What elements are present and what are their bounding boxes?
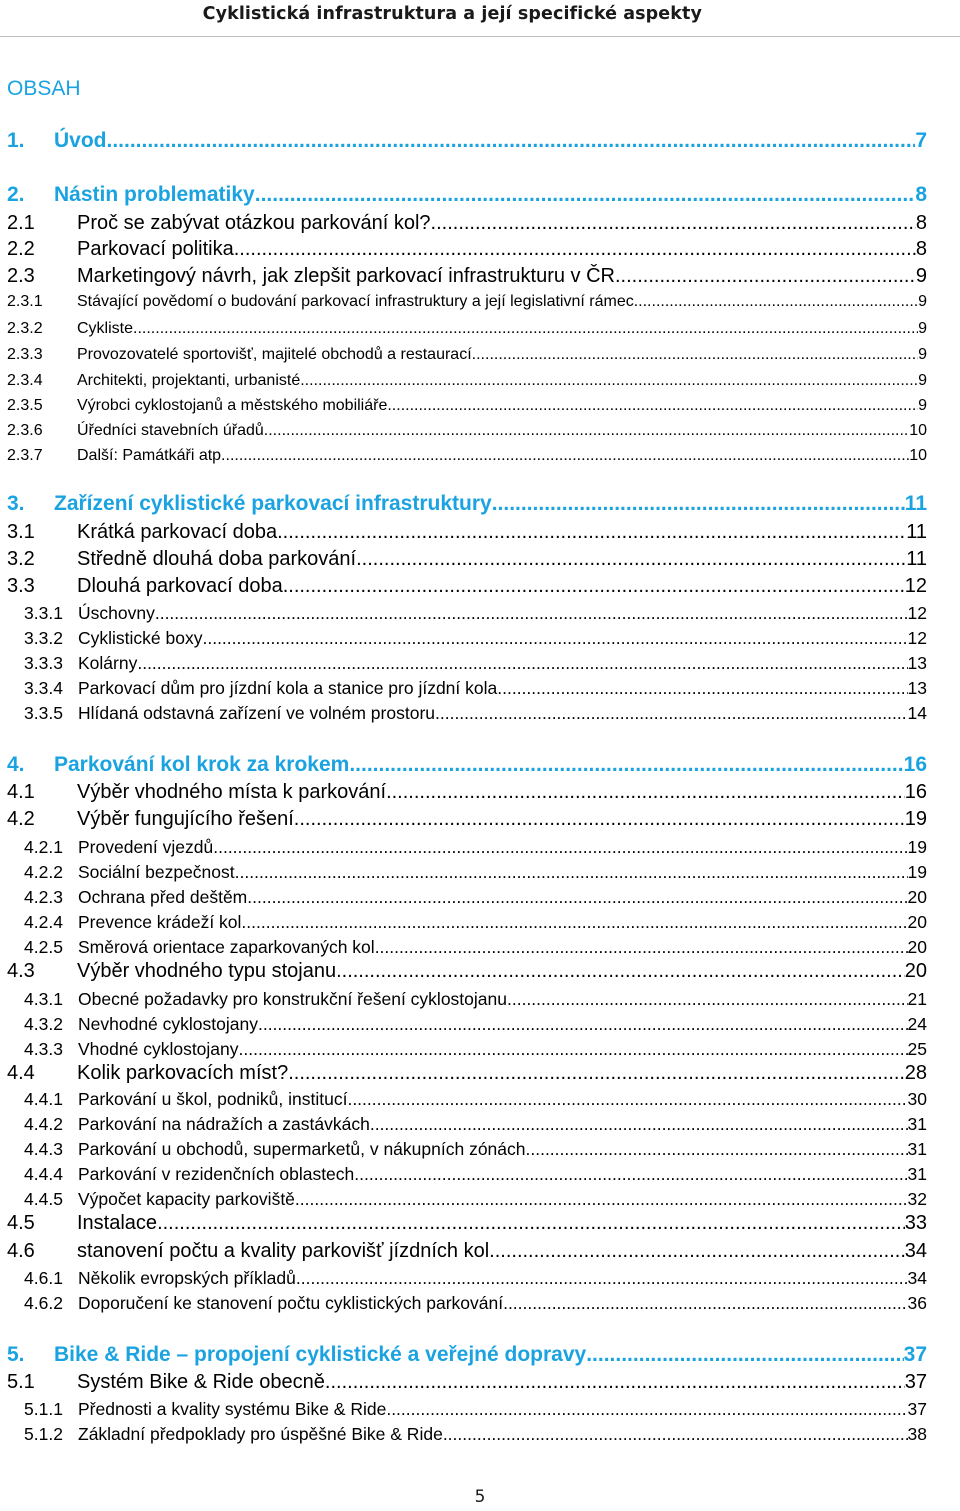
toc-entry-number: 4.4.4 <box>24 1164 63 1184</box>
toc-leader-dots <box>239 1039 908 1060</box>
toc-leader-dots <box>497 678 907 699</box>
toc-entry-number: 3.3 <box>7 575 35 597</box>
toc-entry-page: 25 <box>907 1039 927 1059</box>
toc-entry-title: Úschovny <box>78 603 155 623</box>
toc-entry[interactable] <box>7 238 927 265</box>
toc-leader-dots <box>356 548 906 571</box>
toc-entry[interactable] <box>7 548 927 575</box>
toc-leader-dots <box>325 1371 905 1394</box>
toc-leader-dots <box>507 989 908 1010</box>
toc-entry-page: 34 <box>907 1268 927 1288</box>
toc-entry-title: Cyklistické boxy <box>78 628 203 648</box>
toc-entry-page: 20 <box>904 960 927 982</box>
toc-entry[interactable] <box>7 912 927 936</box>
toc-entry-page: 16 <box>904 781 927 803</box>
toc-leader-dots <box>615 265 916 288</box>
toc-entry-number: 4.4.2 <box>24 1114 63 1134</box>
toc-entry-number: 4.1 <box>7 781 35 803</box>
toc-entry-title: Sociální bezpečnost <box>78 862 235 882</box>
toc-entry[interactable] <box>7 603 927 627</box>
toc-entry[interactable] <box>7 1139 927 1163</box>
toc-leader-dots <box>241 912 907 933</box>
toc-heading: OBSAH <box>7 77 81 100</box>
toc-entry[interactable] <box>7 1062 927 1089</box>
toc-entry-title: Doporučení ke stanovení počtu cyklistických parkování <box>78 1293 504 1313</box>
toc-entry-page: 33 <box>904 1212 927 1234</box>
toc-entry[interactable] <box>7 678 927 702</box>
toc-entry-number: 2.1 <box>7 212 35 234</box>
toc-entry-title: Vhodné cyklostojany <box>78 1039 239 1059</box>
toc-leader-dots <box>375 937 908 958</box>
toc-entry-number: 5.1.2 <box>24 1424 63 1444</box>
toc-leader-dots <box>157 1212 905 1235</box>
toc-entry-title: Parkování u škol, podniků, institucí <box>78 1089 348 1109</box>
toc-entry-title: Instalace <box>77 1212 158 1234</box>
toc-entry[interactable] <box>7 837 927 861</box>
toc-entry-number: 3.1 <box>7 521 35 543</box>
toc-entry-number: 5. <box>7 1343 25 1366</box>
toc-entry-page: 13 <box>907 678 927 698</box>
toc-entry[interactable] <box>7 293 927 311</box>
toc-leader-dots <box>234 238 916 261</box>
toc-entry-page: 14 <box>907 703 927 723</box>
toc-entry-page: 20 <box>907 912 927 932</box>
toc-entry[interactable] <box>7 212 927 239</box>
toc-leader-dots <box>300 372 918 390</box>
toc-entry-page: 37 <box>907 1399 927 1419</box>
toc-leader-dots <box>492 492 905 516</box>
toc-entry-title: Výpočet kapacity parkoviště <box>78 1189 295 1209</box>
toc-entry-page: 24 <box>907 1014 927 1034</box>
toc-entry-page: 37 <box>904 1371 927 1393</box>
toc-entry-number: 3.3.4 <box>24 678 63 698</box>
toc-leader-dots <box>202 628 907 649</box>
toc-entry-title: Stávající povědomí o budování parkovací infrastruktury a její legislativní rámec <box>77 293 634 310</box>
toc-leader-dots <box>336 960 905 983</box>
toc-entry-title: stanovení počtu a kvality parkovišť jízdních kol <box>77 1240 490 1262</box>
toc-entry[interactable] <box>7 703 927 727</box>
toc-entry-title: Marketingový návrh, jak zlepšit parkovací infrastrukturu v ČR <box>77 265 615 287</box>
toc-leader-dots <box>288 1062 905 1085</box>
toc-entry-number: 3.2 <box>7 548 35 570</box>
toc-entry[interactable] <box>7 1039 927 1063</box>
toc-leader-dots <box>386 781 905 804</box>
toc-entry[interactable] <box>7 887 927 911</box>
toc-entry[interactable] <box>7 129 927 157</box>
toc-entry-number: 4.3 <box>7 960 35 982</box>
toc-leader-dots <box>503 1293 907 1314</box>
toc-entry-title: Prevence krádeží kol <box>78 912 242 932</box>
toc-entry-page: 9 <box>915 265 927 287</box>
toc-entry-title: Základní předpoklady pro úspěšné Bike & Ride <box>78 1424 443 1444</box>
toc-entry[interactable] <box>7 937 927 961</box>
toc-entry[interactable] <box>7 447 927 465</box>
toc-leader-dots <box>155 603 908 624</box>
toc-entry-number: 4.2.2 <box>24 862 63 882</box>
toc-entry[interactable] <box>7 575 927 602</box>
toc-entry[interactable] <box>7 1293 927 1317</box>
toc-entry-page: 10 <box>909 447 927 464</box>
toc-entry-page: 36 <box>907 1293 927 1313</box>
toc-entry-title: Přednosti a kvality systému Bike & Ride <box>78 1399 387 1419</box>
toc-entry[interactable] <box>7 346 927 364</box>
toc-entry-title: Parkování na nádražích a zastávkách <box>78 1114 370 1134</box>
toc-entry-page: 8 <box>915 212 927 234</box>
page-number: 5 <box>474 1487 486 1507</box>
toc-entry-page: 31 <box>907 1164 927 1184</box>
toc-entry-page: 28 <box>904 1062 927 1084</box>
toc-entry-page: 34 <box>904 1240 927 1262</box>
toc-entry-title: Středně dlouhá doba parkování <box>77 548 357 570</box>
toc-entry[interactable] <box>7 1189 927 1213</box>
toc-entry-number: 3.3.1 <box>24 603 63 623</box>
toc-entry-number: 4.3.2 <box>24 1014 63 1034</box>
toc-entry[interactable] <box>7 753 927 781</box>
toc-entry[interactable] <box>7 862 927 886</box>
toc-entry[interactable] <box>7 1399 927 1423</box>
toc-entry-number: 4.3.3 <box>24 1039 63 1059</box>
toc-entry-number: 4.2.5 <box>24 937 63 957</box>
toc-entry[interactable] <box>7 989 927 1013</box>
toc-leader-dots <box>443 1424 908 1445</box>
toc-leader-dots <box>283 575 905 598</box>
toc-entry-page: 20 <box>907 887 927 907</box>
toc-entry-number: 4.6.1 <box>24 1268 63 1288</box>
toc-leader-dots <box>489 1240 905 1263</box>
toc-entry[interactable] <box>7 808 927 835</box>
toc-entry-title: Další: Památkáři atp. <box>77 447 226 464</box>
toc-entry-number: 2.3.4 <box>7 372 43 389</box>
toc-entry-title: Parkování u obchodů, supermarketů, v nákupních zónách <box>78 1139 526 1159</box>
toc-entry-title: Výběr fungujícího řešení <box>77 808 294 830</box>
toc-entry-title: Kolik parkovacích míst? <box>77 1062 289 1084</box>
toc-entry-page: 32 <box>907 1189 927 1209</box>
toc-entry[interactable] <box>7 183 927 211</box>
toc-leader-dots <box>349 753 903 777</box>
toc-entry-page: 9 <box>918 320 927 337</box>
toc-entry[interactable] <box>7 397 927 415</box>
toc-leader-dots <box>264 422 909 440</box>
header-title: Cyklistická infrastruktura a její specifické aspekty <box>202 4 702 24</box>
toc-entry-number: 4.2.4 <box>24 912 63 932</box>
toc-leader-dots <box>296 1268 908 1289</box>
toc-entry[interactable] <box>7 1089 927 1113</box>
toc-entry[interactable] <box>7 653 927 677</box>
toc-entry-number: 5.1 <box>7 1371 35 1393</box>
toc-leader-dots <box>277 521 906 544</box>
toc-entry[interactable] <box>7 628 927 652</box>
toc-entry-number: 2.3.7 <box>7 447 43 464</box>
toc-leader-dots <box>634 293 918 311</box>
toc-entry-number: 2. <box>7 183 25 206</box>
toc-entry-page: 19 <box>907 862 927 882</box>
toc-entry-title: Systém Bike & Ride obecně <box>77 1371 325 1393</box>
toc-leader-dots <box>255 183 916 207</box>
toc-entry[interactable] <box>7 265 927 292</box>
toc-entry[interactable] <box>7 1424 927 1448</box>
toc-leader-dots <box>247 887 907 908</box>
toc-entry[interactable] <box>7 372 927 390</box>
toc-entry-title: Výběr vhodného místa k parkování <box>77 781 387 803</box>
toc-entry-page: 30 <box>907 1089 927 1109</box>
toc-entry-title: Parkovací dům pro jízdní kola a stanice pro jízdní kola <box>78 678 498 698</box>
toc-entry-title: Výběr vhodného typu stojanu <box>77 960 337 982</box>
toc-entry-page: 8 <box>915 183 927 206</box>
toc-entry-number: 4. <box>7 753 25 776</box>
toc-entry-title: Parkovací politika <box>77 238 234 260</box>
toc-entry-number: 3.3.5 <box>24 703 63 723</box>
toc-entry[interactable] <box>7 492 927 520</box>
toc-entry-number: 4.3.1 <box>24 989 63 1009</box>
toc-leader-dots <box>354 1164 907 1185</box>
toc-entry[interactable] <box>7 781 927 808</box>
toc-leader-dots <box>431 212 916 235</box>
toc-entry-number: 4.2 <box>7 808 35 830</box>
toc-entry-page: 11 <box>906 548 927 570</box>
toc-entry-title: Obecné požadavky pro konstrukční řešení cyklostojanu <box>78 989 507 1009</box>
toc-entry-title: Bike & Ride – propojení cyklistické a veřejné dopravy <box>54 1343 587 1366</box>
toc-leader-dots <box>387 397 918 415</box>
toc-entry-page: 31 <box>907 1114 927 1134</box>
toc-entry[interactable] <box>7 1268 927 1292</box>
toc-entry-page: 9 <box>918 372 927 389</box>
toc-entry[interactable] <box>7 1212 927 1239</box>
toc-entry-title: Provedení vjezdů <box>78 837 214 857</box>
toc-leader-dots <box>435 703 908 724</box>
toc-entry-number: 2.3.5 <box>7 397 43 414</box>
toc-entry-page: 9 <box>918 397 927 414</box>
toc-entry-number: 3. <box>7 492 25 515</box>
toc-leader-dots <box>235 862 908 883</box>
toc-entry-title: Nevhodné cyklostojany <box>78 1014 258 1034</box>
toc-leader-dots <box>472 346 918 364</box>
toc-entry-number: 2.2 <box>7 238 35 260</box>
toc-entry[interactable] <box>7 422 927 440</box>
toc-entry-title: Proč se zabývat otázkou parkování kol? <box>77 212 431 234</box>
toc-entry-page: 11 <box>904 492 927 515</box>
toc-entry[interactable] <box>7 1164 927 1188</box>
toc-entry-page: 12 <box>907 628 927 648</box>
toc-entry-page: 9 <box>918 346 927 363</box>
toc-entry[interactable] <box>7 320 927 338</box>
toc-entry-number: 4.2.1 <box>24 837 63 857</box>
toc-entry-number: 4.4.5 <box>24 1189 63 1209</box>
toc-entry-page: 13 <box>907 653 927 673</box>
toc-entry-title: Nástin problematiky <box>54 183 255 206</box>
toc-entry-title: Hlídaná odstavná zařízení ve volném prostoru <box>78 703 435 723</box>
toc-entry[interactable] <box>7 960 927 987</box>
toc-entry-number: 4.4.1 <box>24 1089 63 1109</box>
toc-entry[interactable] <box>7 521 927 548</box>
toc-leader-dots <box>586 1343 903 1367</box>
toc-entry-page: 7 <box>915 129 927 152</box>
toc-entry-title: Několik evropských příkladů <box>78 1268 296 1288</box>
toc-entry-title: Zařízení cyklistické parkovací infrastruktury <box>54 492 492 515</box>
toc-leader-dots <box>386 1399 907 1420</box>
toc-entry-title: Parkování v rezidenčních oblastech <box>78 1164 355 1184</box>
toc-entry-number: 2.3 <box>7 265 35 287</box>
toc-leader-dots <box>294 808 905 831</box>
toc-entry-number: 4.4 <box>7 1062 35 1084</box>
toc-leader-dots <box>526 1139 908 1160</box>
toc-entry-number: 2.3.3 <box>7 346 43 363</box>
toc-entry-page: 38 <box>907 1424 927 1444</box>
toc-leader-dots <box>137 653 907 674</box>
toc-leader-dots <box>347 1089 907 1110</box>
toc-entry-number: 2.3.6 <box>7 422 43 439</box>
toc-entry-number: 3.3.3 <box>24 653 63 673</box>
toc-entry-number: 2.3.1 <box>7 293 43 310</box>
toc-leader-dots <box>370 1114 908 1135</box>
toc-entry-title: Ochrana před deštěm <box>78 887 248 907</box>
toc-entry-page: 31 <box>907 1139 927 1159</box>
toc-entry[interactable] <box>7 1371 927 1398</box>
toc-leader-dots <box>226 447 910 465</box>
toc-leader-dots <box>107 129 916 153</box>
toc-entry-number: 4.4.3 <box>24 1139 63 1159</box>
toc-entry-title: Dlouhá parkovací doba <box>77 575 283 597</box>
toc-entry-page: 20 <box>907 937 927 957</box>
toc-entry-number: 2.3.2 <box>7 320 43 337</box>
toc-entry-title: Úředníci stavebních úřadů <box>77 422 264 439</box>
toc-leader-dots <box>258 1014 908 1035</box>
toc-entry-title: Cykliste <box>77 320 134 337</box>
toc-entry-page: 9 <box>918 293 927 310</box>
toc-leader-dots <box>133 320 918 338</box>
toc-entry-page: 37 <box>903 1343 927 1366</box>
toc-entry-title: Krátká parkovací doba <box>77 521 278 543</box>
toc-entry-page: 8 <box>915 238 927 260</box>
toc-entry-title: Provozovatelé sportovišť, majitelé obchodů a restaurací <box>77 346 472 363</box>
toc-entry-title: Architekti, projektanti, urbanisté <box>77 372 301 389</box>
toc-entry-number: 4.6 <box>7 1240 35 1262</box>
toc-entry[interactable] <box>7 1240 927 1267</box>
toc-entry[interactable] <box>7 1014 927 1038</box>
toc-entry-page: 19 <box>907 837 927 857</box>
toc-entry-title: Parkování kol krok za krokem <box>54 753 350 776</box>
toc-entry-number: 3.3.2 <box>24 628 63 648</box>
toc-entry-title: Kolárny <box>78 653 138 673</box>
toc-entry-number: 4.6.2 <box>24 1293 63 1313</box>
toc-entry-title: Směrová orientace zaparkovaných kol <box>78 937 375 957</box>
toc-entry[interactable] <box>7 1343 927 1371</box>
toc-leader-dots <box>295 1189 908 1210</box>
toc-entry-title: Úvod <box>54 129 107 152</box>
toc-entry-page: 12 <box>904 575 927 597</box>
toc-entry-page: 12 <box>907 603 927 623</box>
toc-entry-page: 16 <box>903 753 927 776</box>
toc-entry-page: 19 <box>904 808 927 830</box>
toc-entry-number: 5.1.1 <box>24 1399 63 1419</box>
toc-entry-number: 4.2.3 <box>24 887 63 907</box>
toc-entry-page: 11 <box>906 521 927 543</box>
toc-entry-number: 4.5 <box>7 1212 35 1234</box>
toc-entry-page: 21 <box>907 989 927 1009</box>
toc-entry[interactable] <box>7 1114 927 1138</box>
toc-leader-dots <box>213 837 907 858</box>
toc-entry-title: Výrobci cyklostojanů a městského mobiliáře <box>77 397 388 414</box>
toc-entry-number: 1. <box>7 129 25 152</box>
toc-entry-page: 10 <box>909 422 927 439</box>
